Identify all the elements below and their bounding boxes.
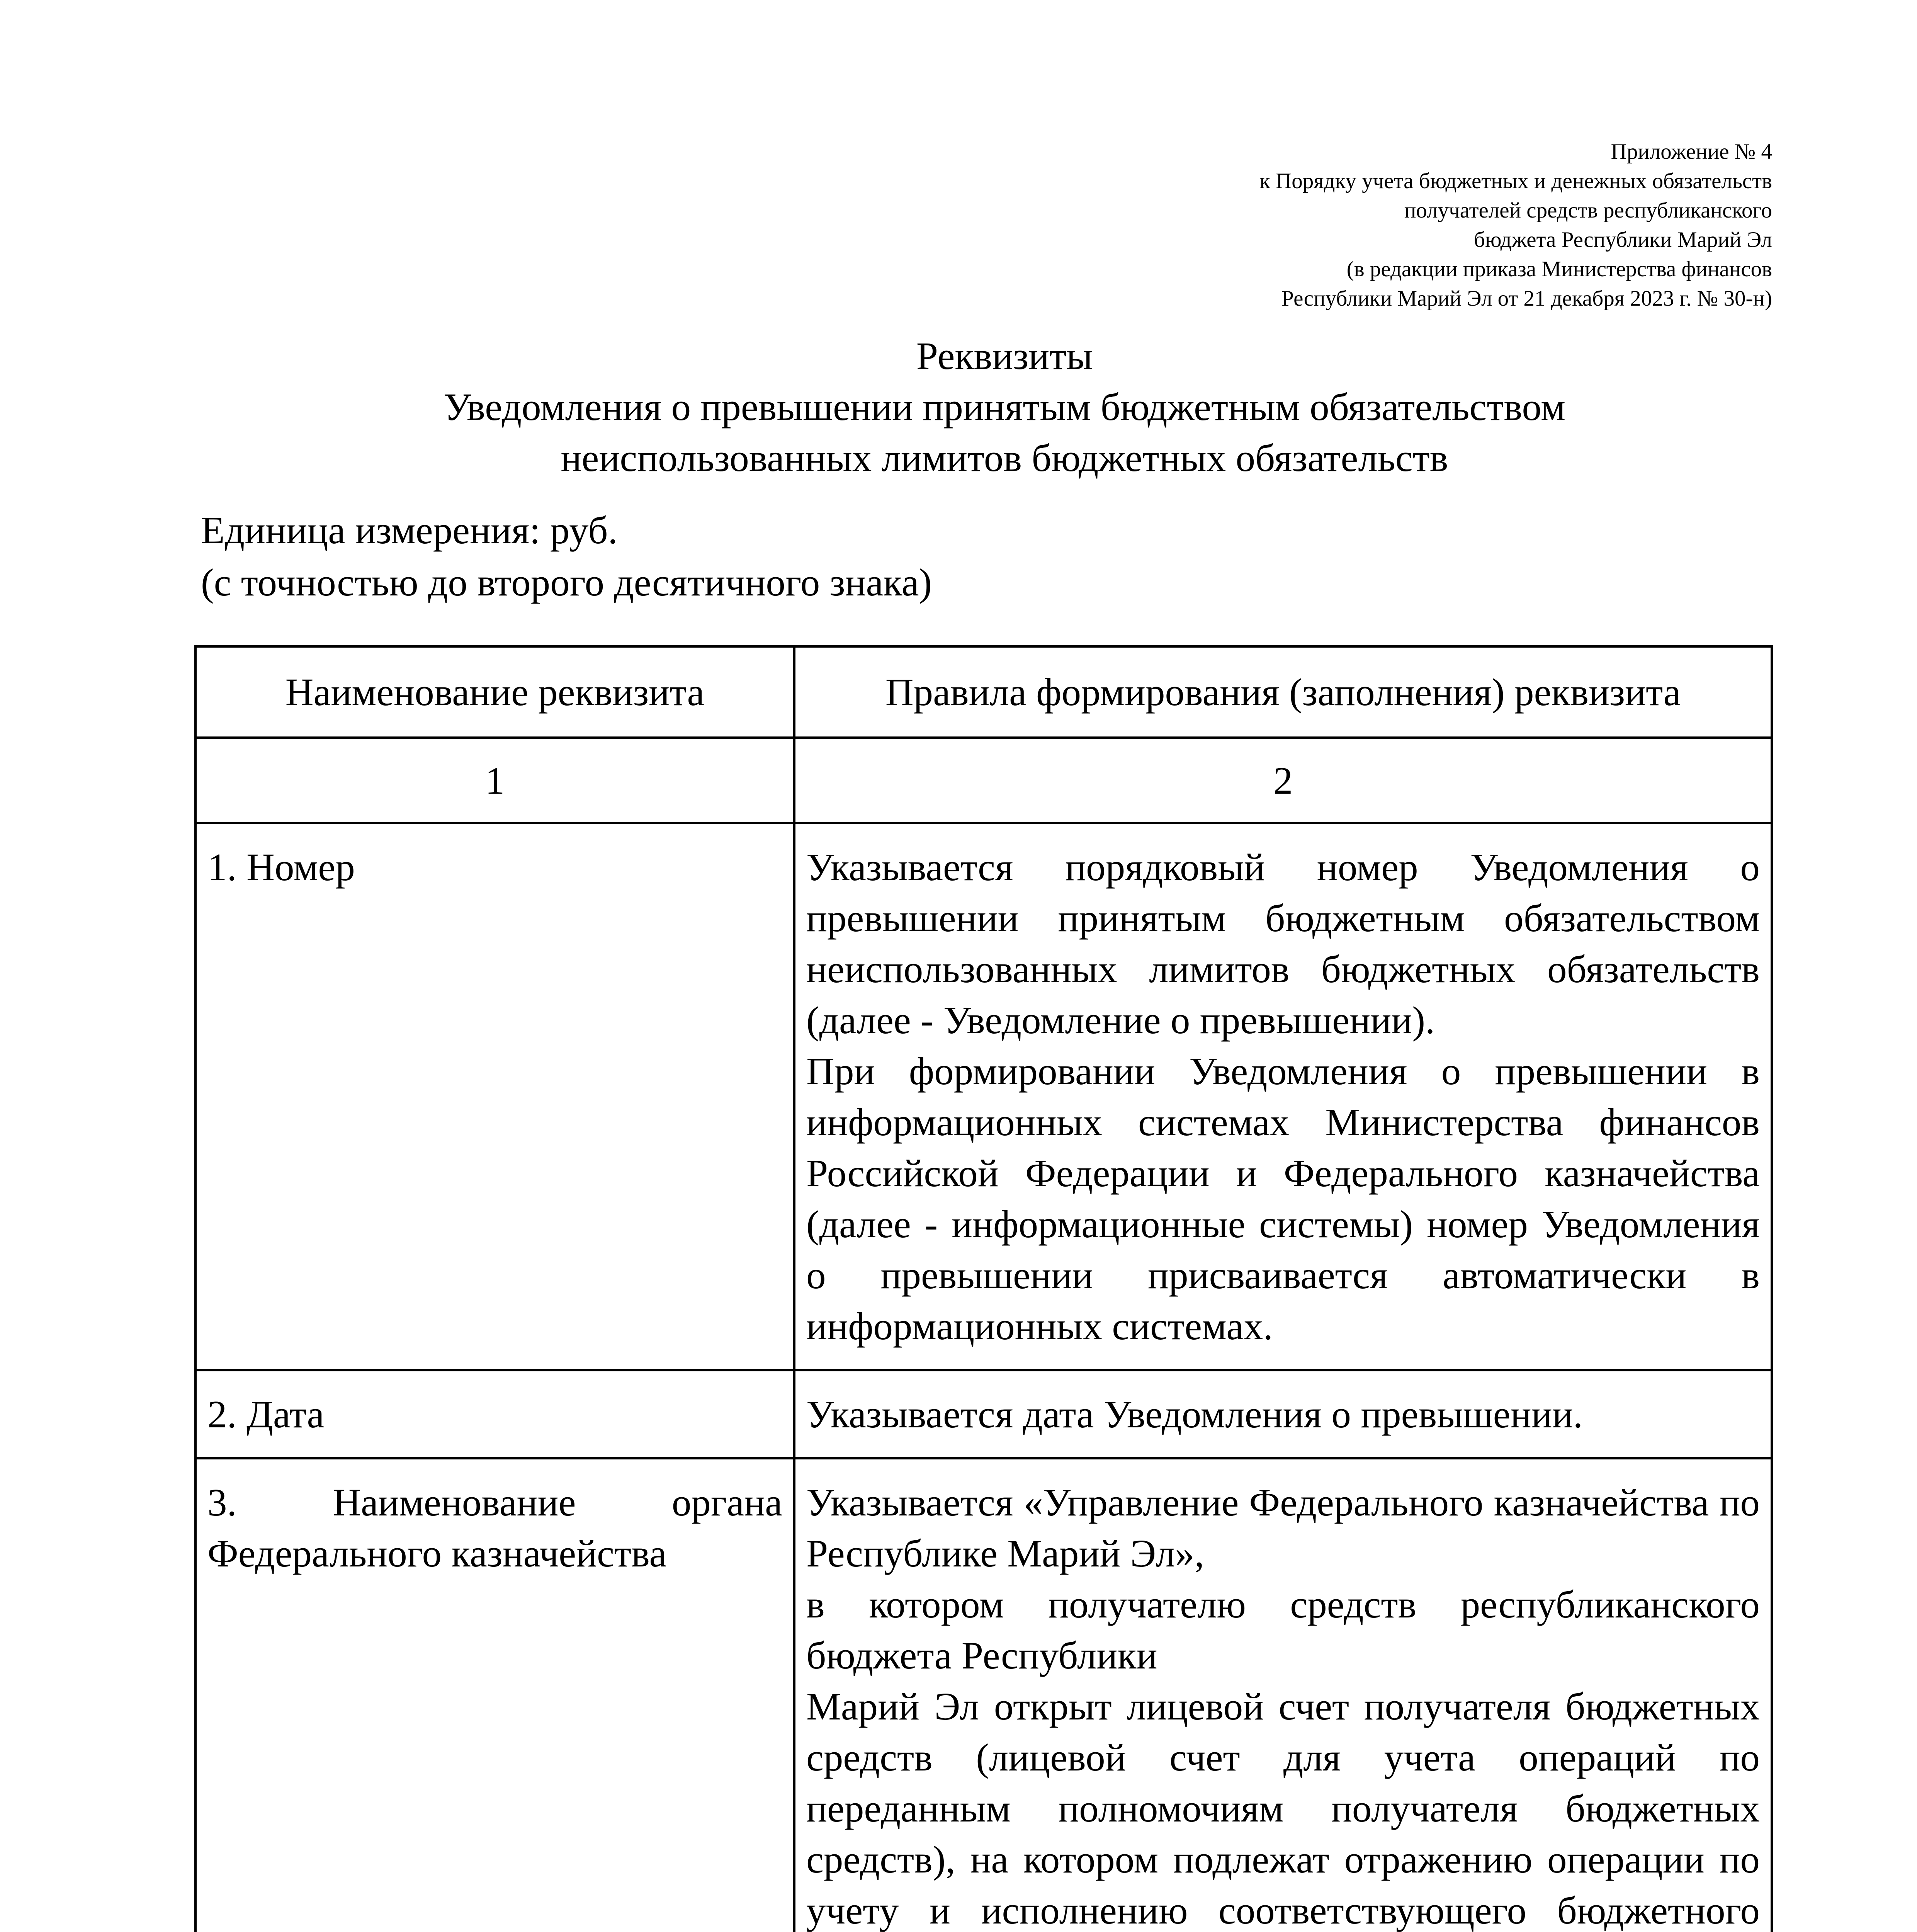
measurement-units xyxy=(201,504,932,609)
header-requisite-name: Наименование реквизита xyxy=(195,646,794,738)
appendix-line: к Порядку учета бюджетных и денежных обязательств xyxy=(1259,169,1772,193)
title-line-2: Уведомления о превышении принятым бюджетным обязательством xyxy=(444,385,1565,429)
appendix-line: бюджета Республики Марий Эл xyxy=(1473,228,1772,252)
table-header-row xyxy=(195,646,1772,738)
appendix-line: (в редакции приказа Министерства финансов xyxy=(1346,257,1772,281)
rule-paragraph: Указывается порядковый номер Уведомления о превышении принятым бюджетным обязательством неиспользованных лимитов бюджетных обязательств (далее - Уведомление о превышении). xyxy=(806,845,1760,1042)
title-line-3: неиспользованных лимитов бюджетных обязательств xyxy=(561,436,1448,480)
appendix-line: получателей средств республиканского xyxy=(1404,198,1772,223)
requisite-name: 3. Наименование органа Федерального казначейства xyxy=(195,1458,794,1932)
units-line-2: (с точностью до второго десятичного знака) xyxy=(201,561,932,604)
requisites-table xyxy=(194,645,1773,1932)
requisite-rule xyxy=(794,823,1772,1370)
appendix-header xyxy=(1038,137,1772,313)
appendix-line: Приложение № 4 xyxy=(1611,139,1772,164)
rule-paragraph: Марий Эл открыт лицевой счет получателя бюджетных средств (лицевой счет для учета операций по переданным полномочиям получателя бюджетных средств), на котором подлежат отражению операции по учету и исполнению соответствующего бюджетного xyxy=(806,1685,1760,1932)
units-line-1: Единица измерения: руб. xyxy=(201,509,618,552)
title-line-1: Реквизиты xyxy=(916,334,1093,378)
requisite-rule xyxy=(794,1370,1772,1458)
table-row xyxy=(195,1370,1772,1458)
column-number-row xyxy=(195,738,1772,823)
rule-paragraph: в котором получателю средств республиканского бюджета Республики xyxy=(806,1583,1760,1677)
rule-paragraph: При формировании Уведомления о превышении в информационных системах Министерства финансов Российской Федерации и Федерального казначейства (далее - информационные системы) номер Уведомления о превышении присваивается автоматически в информационных системах. xyxy=(806,1049,1760,1348)
rule-paragraph: Указывается дата Уведомления о превышении. xyxy=(806,1393,1583,1436)
rule-paragraph: Указывается «Управление Федерального казначейства по Республике Марий Эл», xyxy=(806,1481,1760,1575)
header-fill-rules: Правила формирования (заполнения) реквизита xyxy=(794,646,1772,738)
document-title xyxy=(193,330,1816,483)
column-number: 1 xyxy=(195,738,794,823)
requisite-name: 1. Номер xyxy=(195,823,794,1370)
column-number: 2 xyxy=(794,738,1772,823)
table-row xyxy=(195,1458,1772,1932)
requisite-rule xyxy=(794,1458,1772,1932)
requisite-name: 2. Дата xyxy=(195,1370,794,1458)
table-row xyxy=(195,823,1772,1370)
appendix-line: Республики Марий Эл от 21 декабря 2023 г. № 30-н) xyxy=(1281,286,1772,311)
